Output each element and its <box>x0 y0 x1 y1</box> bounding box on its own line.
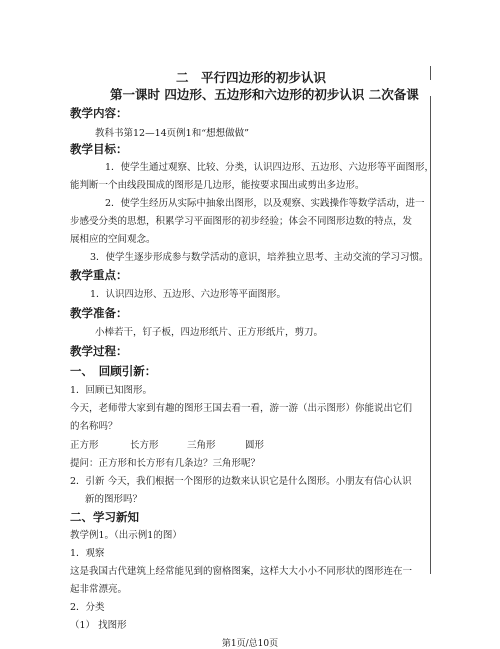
goal-2-line-2: 步感受分类的思想，积累学习平面图形的初步经验；体会不同图形边数的特点，发 <box>70 216 413 227</box>
key-points-heading: 教学重点： <box>70 268 128 282</box>
example-1-text: 教学例1。（出示例1的图） <box>70 530 182 541</box>
part-1-heading: 一、 回顾引新： <box>70 364 157 378</box>
page-number: 第1页/总10页 <box>221 639 279 649</box>
preparation-heading: 教学准备： <box>70 306 128 320</box>
chapter-title: 二 平行四边形的初步认识 <box>176 70 327 85</box>
goal-1-line-1: 1．使学生通过观察、比较、分类，认识四边形、五边形、六边形等平面图形， <box>105 162 435 173</box>
goal-3: 3．使学生逐步形成参与数学活动的意识，培养独立思考、主动交流的学习习惯。 <box>90 252 429 263</box>
intro-new-line-1: 2．引新 今天，我们根据一个图形的边数来认识它是什么图形。小朋友有信心认识 <box>70 476 412 487</box>
goals-heading: 教学目标： <box>70 142 128 156</box>
margin-rule-top <box>430 66 431 80</box>
part-2-heading: 二、学习新知 <box>70 510 139 524</box>
preparation-text: 小棒若干，钉子板，四边形纸片、正方形纸片，剪刀。 <box>95 327 324 338</box>
goal-2-line-1: 2．使学生经历从实际中抽象出图形，以及观察、实践操作等数学活动，进一 <box>105 198 425 209</box>
goal-1-line-2: 能判断一个由线段围成的图形是几边形，能按要求围出或剪出多边形。 <box>70 180 365 191</box>
review-question: 提问：正方形和长方形有几条边？三角形呢？ <box>70 458 261 469</box>
observe-text-line-1: 这是我国古代建筑上经常能见到的窗格图案，这样大大小小不同形状的图形连在一 <box>70 566 413 577</box>
shape-name-rectangle: 长方形 <box>130 440 159 451</box>
observe-step: 1．观察 <box>70 548 105 559</box>
process-heading: 教学过程： <box>70 344 128 358</box>
goal-2-line-3: 展相应的空间观念。 <box>70 234 156 245</box>
shape-name-triangle: 三角形 <box>187 440 216 451</box>
review-intro-line-1: 今天，老师带大家到有趣的图形王国去看一看，游一游（出示图形）你能说出它们 <box>70 403 413 414</box>
intro-new-line-2: 新的图形吗？ <box>85 494 143 505</box>
shape-name-square: 正方形 <box>70 440 99 451</box>
lesson-title: 第一课时 四边形、五边形和六边形的初步认识 二次备课 <box>110 87 419 102</box>
content-heading: 教学内容： <box>70 106 128 120</box>
review-intro-line-2: 的名称吗？ <box>70 421 118 432</box>
review-step: 1．回顾已知图形。 <box>70 385 153 396</box>
find-shapes-step: （1） 找图形 <box>70 620 127 631</box>
classify-step: 2．分类 <box>70 602 105 613</box>
shape-name-circle: 圆形 <box>245 440 265 451</box>
key-points-text: 1．认识四边形、五边形、六边形等平面图形。 <box>90 289 287 300</box>
content-text: 教科书第12—14页例1和“想想做做” <box>95 128 249 139</box>
observe-text-line-2: 起非常漂亮。 <box>70 584 128 595</box>
